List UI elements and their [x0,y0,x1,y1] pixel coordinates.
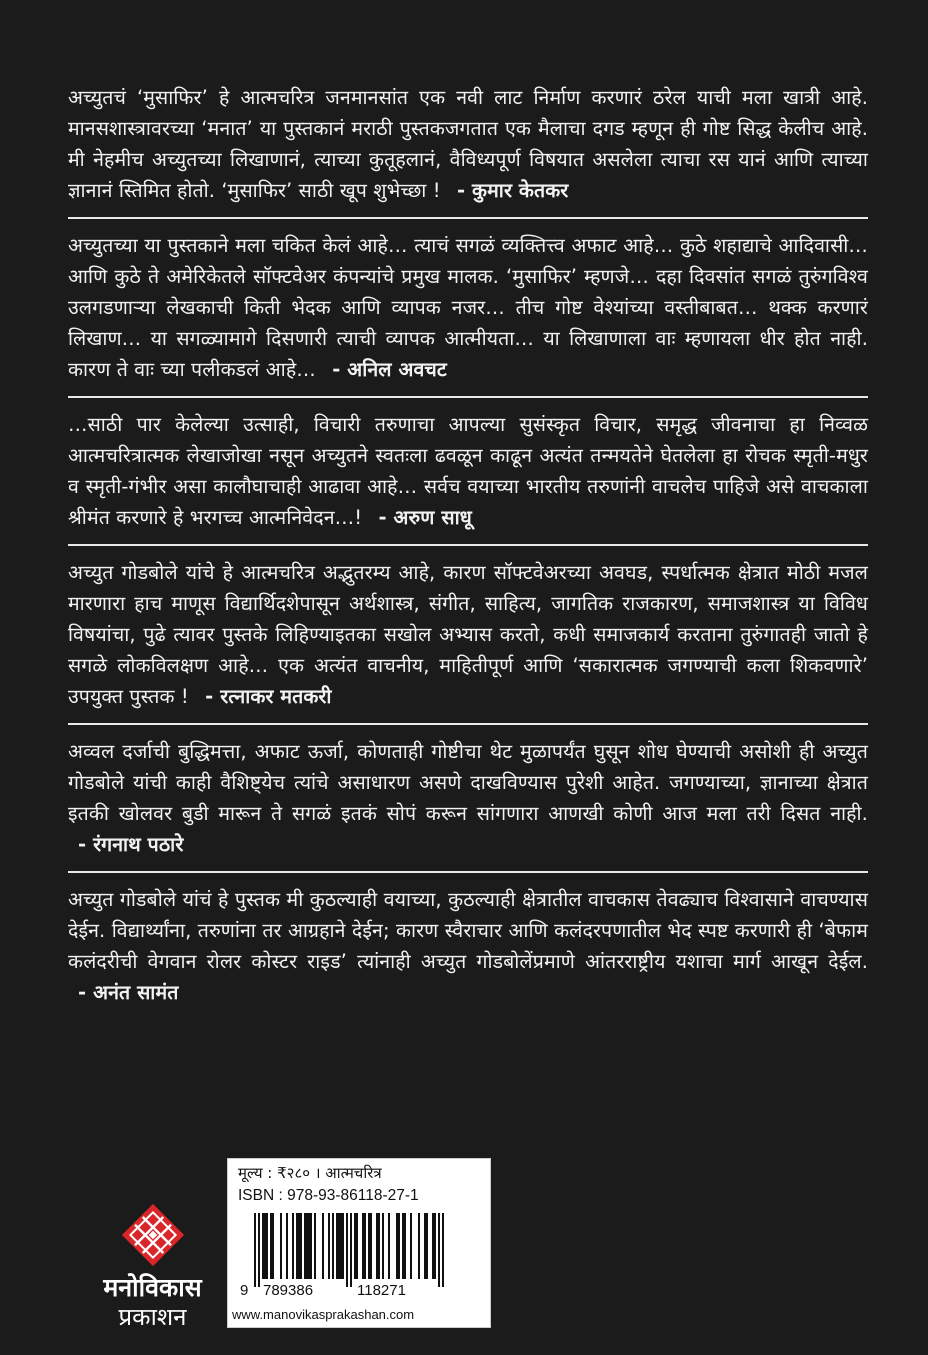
barcode-bar [264,1213,266,1279]
barcode-bar [398,1213,400,1279]
barcode-bar [368,1213,370,1279]
barcode-bar [258,1213,260,1287]
publisher-emblem-icon [121,1203,185,1267]
barcode-bar [402,1213,404,1279]
barcode-bar [254,1213,256,1287]
barcode-bar [292,1213,294,1279]
endorsement-author: - अनिल अवचट [332,358,447,381]
barcode-bar [322,1213,324,1279]
barcode-bar [296,1213,298,1279]
endorsement-author: - अनंत सामंत [78,981,179,1004]
publisher-logo [95,1203,210,1331]
publisher-website: www.manovikasprakashan.com [232,1307,415,1322]
barcode-bar [376,1213,378,1279]
barcode-bar [298,1213,300,1279]
endorsement-text: …साठी पार केलेल्या उत्साही, विचारी तरुणाचा आपल्या सुसंस्कृत विचार, समृद्ध जीवनाचा हा निव्वळ आत्मचरित्रात्मक लेखाजोखा नसून अच्युतने स्वतःला ढवळून काढून अत्यंत तन्मयतेने घेतलेला हा रोचक स्मृती-मधुर व स्मृती-गंभीर असा कालौघाचाही आढावा आहे… सर्वच वयाच्या भारतीय तरुणांनी वाचलेच पाहिजे असे वाचकाला श्रीमंत करणारे हे भरगच्च आत्मनिवेदन…! [68,413,868,529]
barcode-bar [424,1213,426,1279]
barcode-bar [338,1213,340,1279]
barcode-bar [342,1213,344,1279]
barcode-bar [270,1213,272,1279]
barcode-bar [354,1213,356,1279]
divider [68,544,868,546]
endorsement-1 [68,82,868,206]
divider [68,871,868,873]
book-info-box [227,1158,491,1328]
barcode-bar [396,1213,398,1279]
endorsement-text: अच्युतच्या या पुस्तकाने मला चकित केलं आहे… त्याचं सगळं व्यक्तित्त्व अफाट आहे… कुठे शहाद्याचे आदिवासी… आणि कुठे ते अमेरिकेतले सॉफ्टवेअर कंपन्यांचे प्रमुख मालक. ‘मुसाफिर’ म्हणजे… दहा दिवसांत सगळं तुरुंगविश्व उलगडणाऱ्या लेखकाची किती भेदक आणि व्यापक नजर… तीच गोष्ट वेश्यांच्या वस्तीबाबत… थक्क करणारं लिखाण… या सगळ्यामागे दिसणारी त्याची व्यापक आत्मीयता… या लिखाणाला वाः म्हणायला धीर होत नाही. कारण ते वाः च्या पलीकडलं आहे… [68,234,868,381]
endorsement-6 [68,884,868,1008]
endorsement-text: अव्वल दर्जाची बुद्धिमत्ता, अफाट ऊर्जा, कोणताही गोष्टीचा थेट मुळापर्यंत घुसून शोध घेण्याची असोशी ही अच्युत गोडबोले यांची काही वैशिष्ट्येच त्यांचे असाधारण असणे दाखविण्यास पुरेशी आहेत. जगण्याच्या, ज्ञानाच्या क्षेत्रात इतकी खोलवर बुडी मारून ते सगळं इतकं सोपं करून सांगणारा आणखी कोणी आज मला तरी दिसत नाही. [68,740,868,825]
barcode-bar [350,1213,352,1287]
endorsement-author: - रत्नाकर मतकरी [205,685,332,708]
barcode-bar [432,1213,434,1279]
endorsement-4 [68,557,868,712]
barcode-bar [336,1213,338,1279]
publisher-name: मनोविकास [103,1273,202,1302]
publisher-name-suffix: प्रकाशन [118,1303,187,1331]
barcode-bar [404,1213,406,1279]
barcode-bar [266,1213,268,1279]
endorsement-author: - कुमार केतकर [456,179,569,202]
barcode-bar [332,1213,334,1279]
endorsement-2 [68,230,868,385]
barcode-bar [308,1213,310,1279]
barcode-bar [418,1213,420,1279]
barcode-bar [382,1213,384,1279]
isbn-label: ISBN : 978-93-86118-27-1 [238,1187,419,1204]
barcode-bar [310,1213,312,1279]
barcode-bar [426,1213,428,1279]
endorsement-text: अच्युतचं ‘मुसाफिर’ हे आत्मचरित्र जनमानसांत एक नवी लाट निर्माण करणारं ठरेल याची मला खात्री आहे. मानसशास्त्रावरच्या ‘मनात’ या पुस्तकानं मराठी पुस्तकजगतात एक मैलाचा दगड म्हणून ही गोष्ट सिद्ध केलीच आहे. मी नेहमीच अच्युतच्या लिखाणानं, त्याच्या कुतूहलानं, वैविध्यपूर्ण विषयात असलेला त्याचा रस यानं आणि त्याच्या ज्ञानानं स्तिमित होतो. ‘मुसाफिर’ साठी खूप शुभेच्छा ! [68,86,868,202]
barcode-bar [364,1213,366,1279]
barcode-bar [410,1213,412,1279]
barcode-bar [306,1213,308,1279]
divider [68,723,868,725]
endorsement-author: - अरुण साधू [378,506,472,529]
barcode-bar [340,1213,342,1279]
endorsement-text: अच्युत गोडबोले यांचे हे आत्मचरित्र अद्भुतरम्य आहे, कारण सॉफ्टवेअरच्या अवघड, स्पर्धात्मक क्षेत्रात मोठी मजल मारणारा हाच माणूस विद्यार्थिदशेपासून अर्थशास्त्र, संगीत, साहित्य, जागतिक राजकारण, समाजशास्त्र या विविध विषयांचा, पुढे त्यावर पुस्तके लिहिण्याइतका सखोल अभ्यास करतो, कधी समाजकार्य करताना तुरुंगातही जातो हे सगळे लोकविलक्षण आहे… एक अत्यंत वाचनीय, माहितीपूर्ण आणि ‘सकारात्मक जगण्याची कला शिकवणारे’ उपयुक्त पुस्तक ! [68,561,868,708]
barcode-digit-group: 789386 [263,1282,314,1299]
back-cover-footer [95,1155,875,1330]
endorsement-text: अच्युत गोडबोले यांचं हे पुस्तक मी कुठल्याही वयाच्या, कुठल्याही क्षेत्रातील वाचकास तेवढ्याच विश्वासाने वाचण्यास देईन. विद्यार्थ्यांना, तरुणांना तर आग्रहाने देईन; कारण स्वैराचार आणि कलंदरपणातील भेद स्पष्ट करणारी ही ‘बेफाम कलंदरीची वेगवान रोलर कोस्टर राइड’ त्यांनाही अच्युत गोडबोलेंप्रमाणे आंतरराष्ट्रीय यशाचा मार्ग आखून देईल. [68,888,868,973]
barcode-bar [280,1213,282,1279]
barcode-bar [304,1213,306,1279]
barcode-bar [378,1213,380,1279]
barcode-bar [362,1213,364,1279]
barcode-bar [442,1213,444,1287]
endorsements-section [68,82,868,1008]
barcode-bar [300,1213,302,1279]
barcode-bar [328,1213,330,1279]
barcode-bar [346,1213,348,1287]
barcode-bar [438,1213,440,1287]
barcode-bar [272,1213,274,1279]
barcode-bar [370,1213,372,1279]
barcode-bar [356,1213,358,1279]
barcode-digit: 9 [240,1282,249,1299]
endorsement-5 [68,736,868,860]
divider [68,396,868,398]
barcode-bar [262,1213,264,1279]
endorsement-3 [68,409,868,533]
barcode-bar [314,1213,316,1279]
barcode-bar [388,1213,390,1279]
endorsement-author: - रंगनाथ पठारे [78,833,184,856]
isbn-barcode [238,1211,478,1299]
price-genre-label: मूल्य : ₹२८० । आत्मचरित्र [238,1164,382,1182]
barcode-digit-group: 118271 [357,1282,406,1299]
barcode-bar [286,1213,288,1279]
divider [68,217,868,219]
barcode-bar [434,1213,436,1279]
